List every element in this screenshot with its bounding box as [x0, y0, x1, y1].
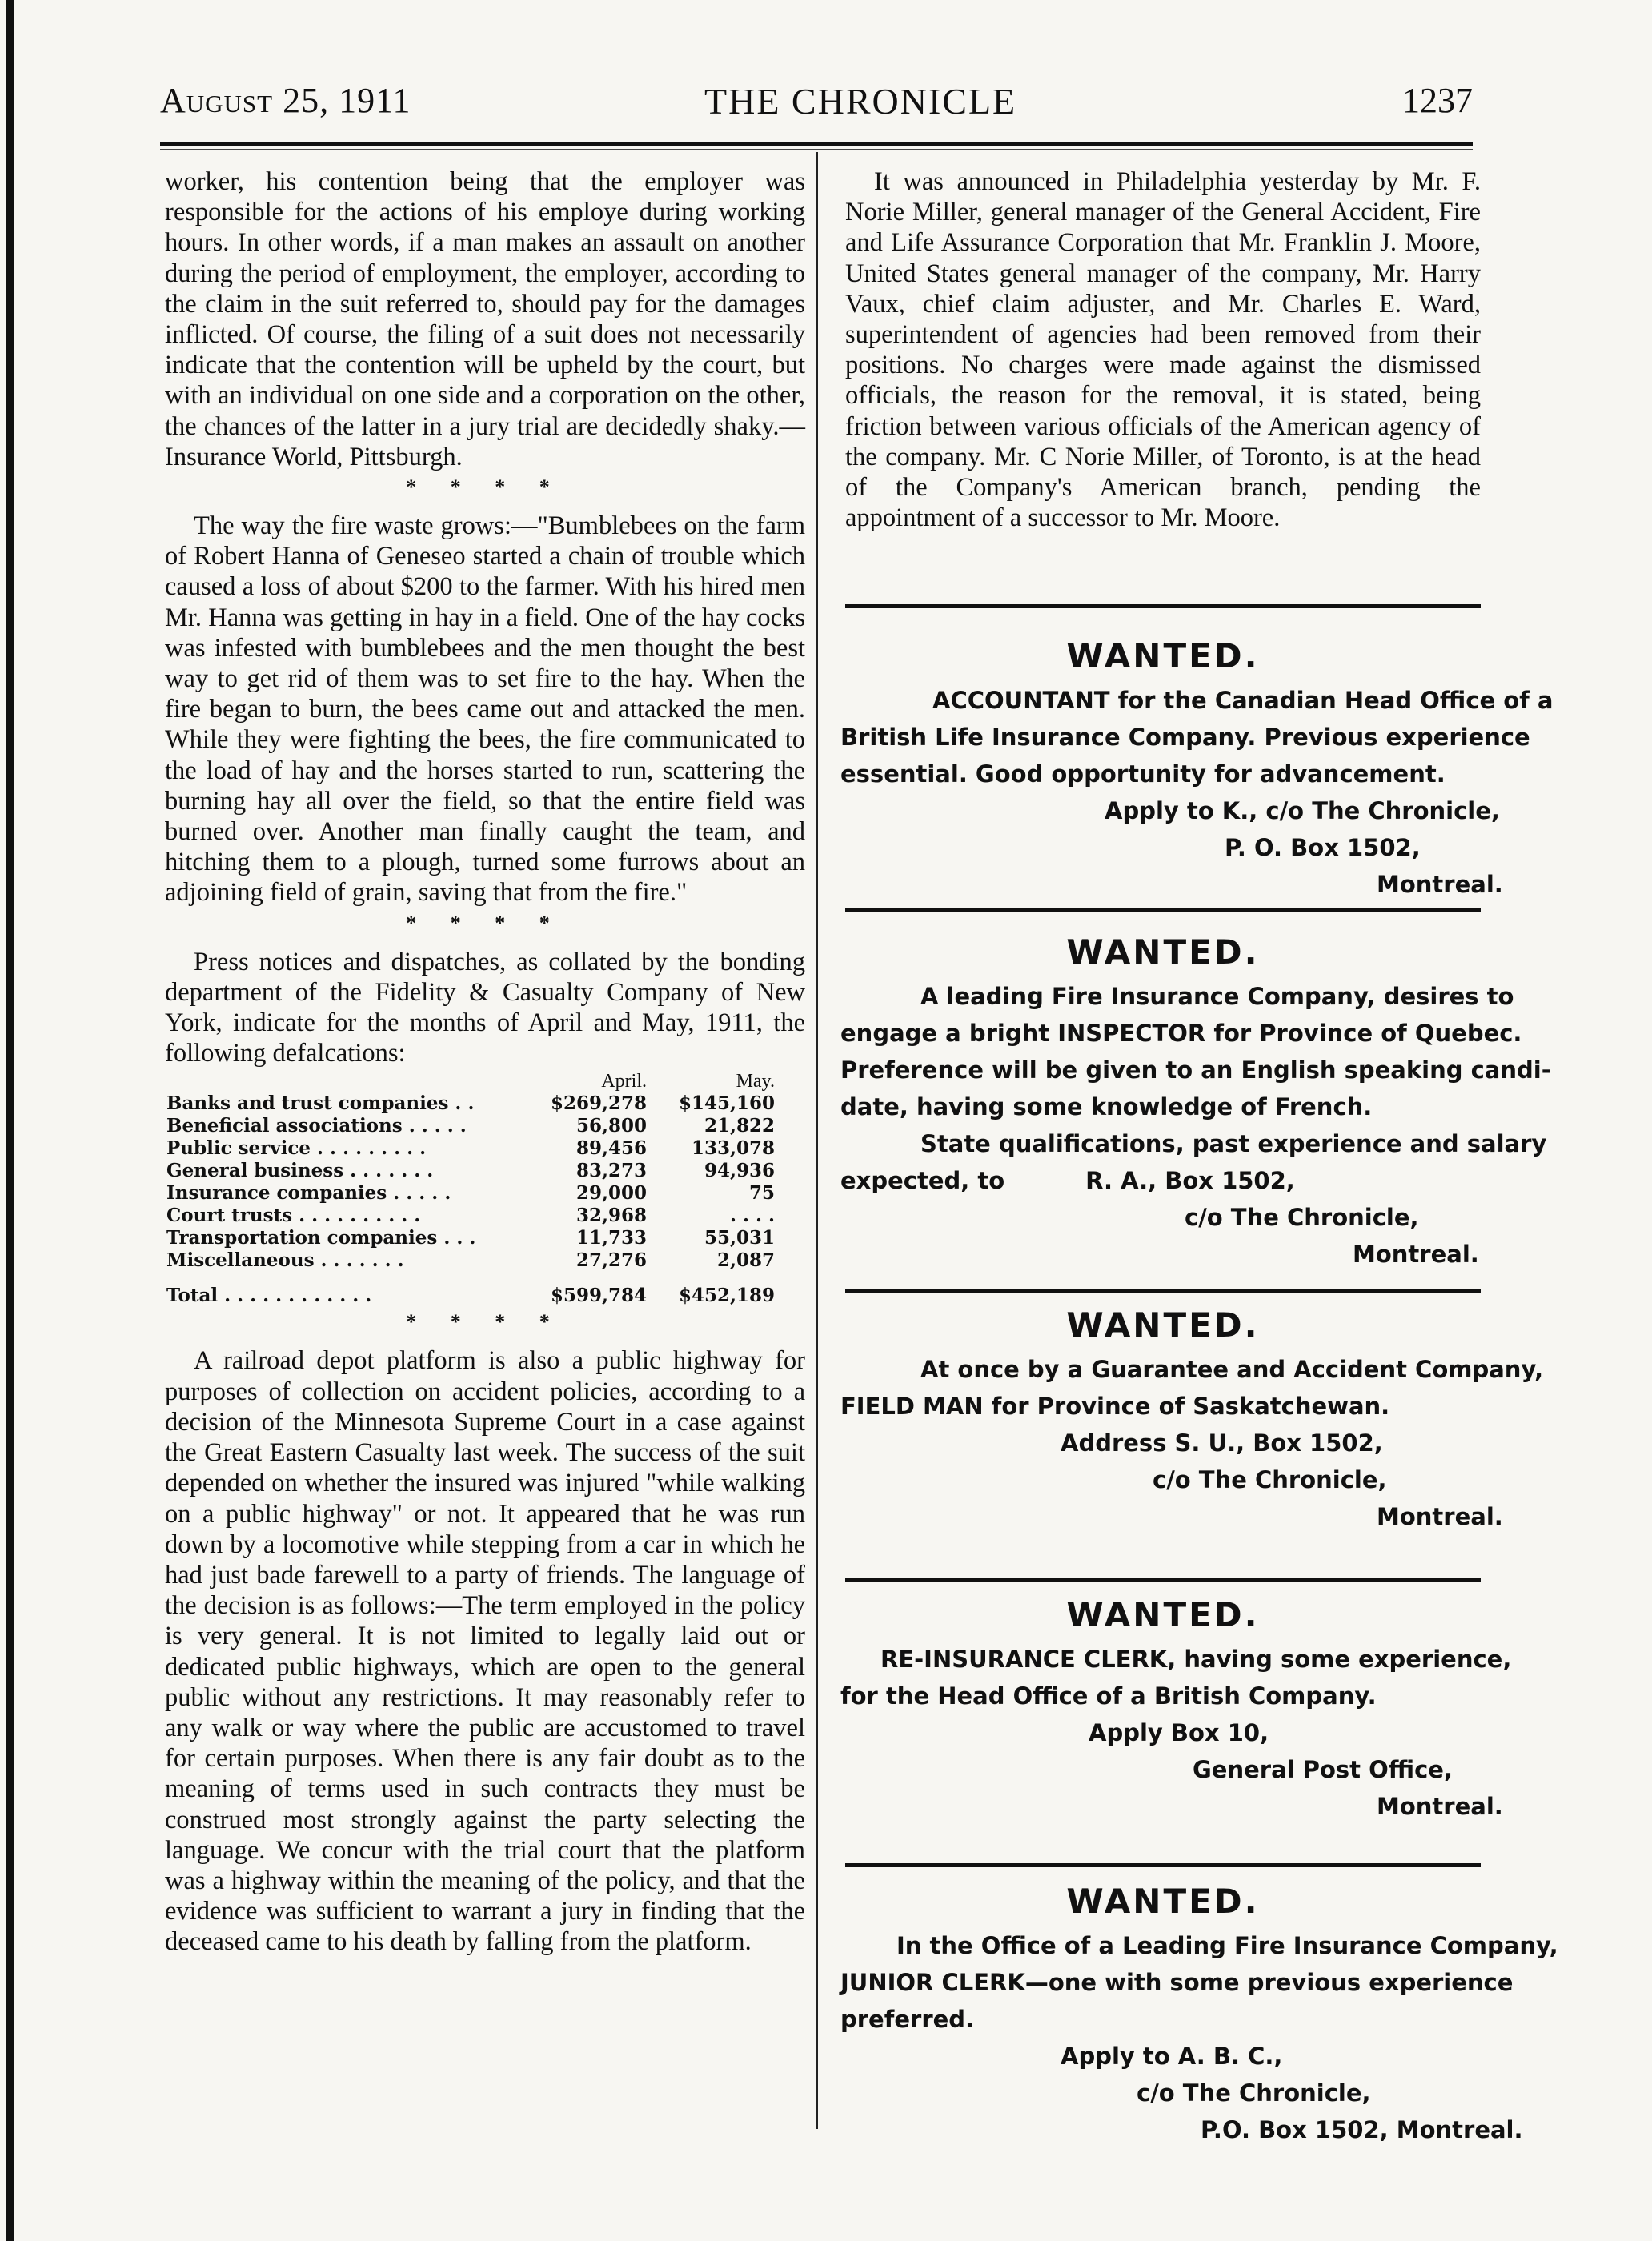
table-row: Court trusts . . . . . . . . . . 32,968 . . . . — [166, 1205, 775, 1227]
article-bumblebees: The way the fire waste grows:—"Bumblebees on the farm of Robert Hanna of Geneseo started a chain of trouble which caused a loss of about $200 to the farmer. With his hired men Mr. Hanna was getting in hay in a field. One of the hay cocks was infested with bumblebees and the men thought the best way to get rid of them was to set fire to the hay. When the fire began to burn, the bees came out and attacked the men. While they were fighting the bees, the fire communicated to the load of hay and the horses started to run, scattering the burning hay all over the field, so that the entire field was burned over. Another man finally caught the team, and hitching them to a plough, turned some furrows about an adjoining field of grain, saving that from the fire." — [165, 511, 805, 908]
section-separator: * * * * — [406, 911, 564, 935]
table-row: Insurance companies . . . . . 29,000 75 — [166, 1182, 775, 1205]
ad-title: WANTED. — [1066, 1882, 1260, 1921]
wanted-ad-field-man: WANTED. At once by a Guarantee and Accident Company, FIELD MAN for Province of Saskatchewan. Address S. U., Box 1502, c/o The Chronicle, Montreal. — [840, 1303, 1486, 1535]
section-separator: * * * * — [406, 475, 564, 499]
ad-separator-rule — [845, 1289, 1481, 1293]
wanted-ad-inspector: WANTED. A leading Fire Insurance Company, desires to engage a bright INSPECTOR for Province of Quebec. Preference will be given to an English speaking candi- date, having some knowledge of French. State qualifications, past experience and salary expected, to R. A., Box 1502, c/o The Chronicle, Montreal. — [840, 930, 1486, 1273]
table-row: Beneficial associations . . . . . 56,800 21,822 — [166, 1115, 775, 1137]
column-header-may: May. — [736, 1071, 775, 1092]
header-rule — [160, 142, 1473, 146]
page-header — [160, 80, 1473, 136]
header-date: August 25, 1911 — [160, 81, 411, 120]
table-row: General business . . . . . . . 83,273 94,936 — [166, 1160, 775, 1182]
section-separator: * * * * — [406, 1310, 564, 1334]
ad-separator-rule — [845, 1578, 1481, 1582]
ad-separator-rule — [845, 1863, 1481, 1867]
left-column — [165, 166, 805, 1958]
wanted-ad-accountant: WANTED. ACCOUNTANT for the Canadian Head Office of a British Life Insurance Company. Previous experience essential. Good opportunity for advancement. Apply to K., c/o The Chronicle, P. O. Box 1502, Montreal. — [840, 634, 1486, 903]
article-railroad-platform: A railroad depot platform is also a public highway for purposes of collection on accident policies, according to a decision of the Minnesota Supreme Court in a case against the Great Eastern Casualty last week. The success of the suit depended on whether the insured was injured "while walking on a public highway" or not. It appeared that he was run down by a locomotive while stepping from a car in which he had just bade farewell to a party of friends. The language of the decision is as follows:—The term employed in the policy is very general. It is not limited to legally laid out or dedicated public highways, which are open to the general public without any restrictions. It may reasonably refer to any walk or way where the public are accustomed to travel for certain purposes. When there is any fair doubt as to the meaning of terms used in such contracts they must be construed most strongly against the party selecting the language. We concur with the trial court that the platform was a highway within the meaning of the policy, and that the evidence was sufficient to warrant a jury in finding that the deceased came to his death by falling from the platform. — [165, 1346, 805, 1957]
header-rule-thin — [160, 149, 1473, 150]
page-edge-shadow — [6, 0, 14, 2241]
wanted-ad-junior-clerk: WANTED. In the Office of a Leading Fire Insurance Company, JUNIOR CLERK—one with some previous experience preferred. Apply to A. B. C., c/o The Chronicle, P.O. Box 1502, Montreal. — [840, 1879, 1486, 2148]
right-column — [845, 166, 1481, 533]
ad-title: WANTED. — [1066, 1595, 1260, 1634]
ad-title: WANTED. — [1066, 636, 1260, 676]
wanted-ad-reinsurance-clerk: WANTED. RE-INSURANCE CLERK, having some experience, for the Head Office of a British Company. Apply Box 10, General Post Office, Montreal. — [840, 1593, 1486, 1825]
table-row: Public service . . . . . . . . . 89,456 133,078 — [166, 1137, 775, 1160]
table-header-row — [166, 1070, 775, 1092]
column-divider — [816, 152, 818, 2129]
article-employer-liability: worker, his contention being that the employer was responsible for the actions of his employe during working hours. In other words, if a man makes an assault on another during the period of employment, the employer, according to the claim in the suit referred to, should pay for the damages inflicted. Of course, the filing of a suit does not necessarily indicate that the contention will be upheld by the court, but with an individual on one side and a corporation on the other, the chances of the latter in a jury trial are decidedly shaky.—Insurance World, Pittsburgh. — [165, 167, 805, 471]
ad-separator-rule — [845, 604, 1481, 608]
article-general-accident: It was announced in Philadelphia yesterday by Mr. F. Norie Miller, general manager of the General Accident, Fire and Life Assurance Corporation that Mr. Franklin J. Moore, United States general manager of the company, Mr. Harry Vaux, chief claim adjuster, and Mr. Charles E. Ward, superintendent of agencies had been removed from their positions. No charges were made against the dismissed officials, the reason for the removal, it is stated, being friction between various officials of the American agency of the company. Mr. C Norie Miller, of Toronto, is at the head of the Company's American branch, pending the appointment of a successor to Mr. Moore. — [845, 167, 1481, 533]
table-row: Transportation companies . . . 11,733 55,031 — [166, 1227, 775, 1249]
table-row: Banks and trust companies . . $269,278 $145,160 — [166, 1092, 775, 1115]
table-row: Miscellaneous . . . . . . . 27,276 2,087 — [166, 1249, 775, 1272]
defalcations-table — [166, 1070, 775, 1307]
article-defalcations: Press notices and dispatches, as collated by the bonding department of the Fidelity & Casualty Company of New York, indicate for the months of April and May, 1911, the following defalcations: — [165, 947, 805, 1068]
ad-title: WANTED. — [1066, 1305, 1260, 1345]
column-header-april: April. — [601, 1071, 647, 1092]
header-page-number: 1237 — [1402, 81, 1473, 120]
ad-separator-rule — [845, 908, 1481, 912]
header-title: THE CHRONICLE — [704, 81, 1017, 122]
table-total-row: Total . . . . . . . . . . . . $599,784 $452,189 — [166, 1285, 775, 1307]
ad-title: WANTED. — [1066, 932, 1260, 972]
